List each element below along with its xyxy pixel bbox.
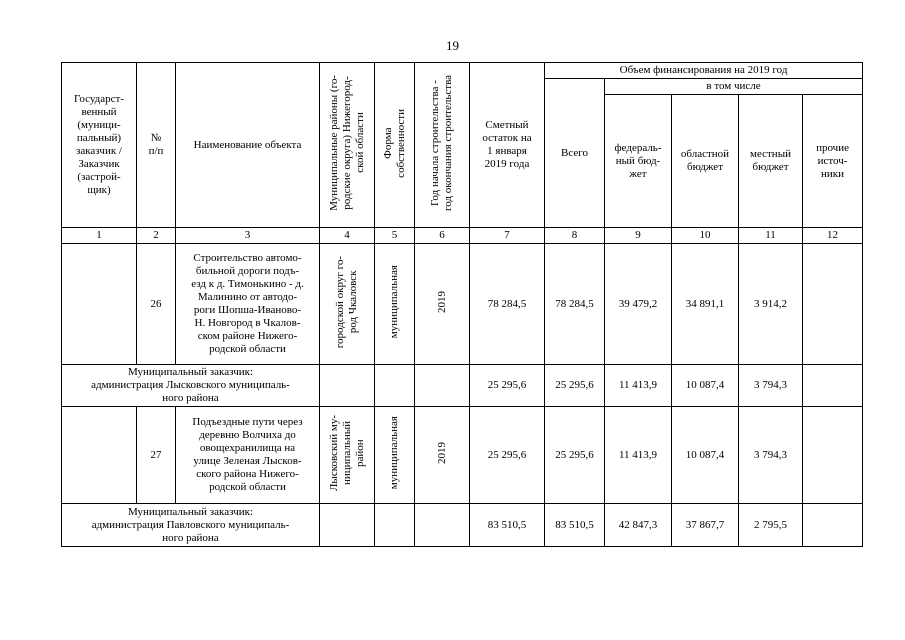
total-value: 25 295,6 bbox=[545, 365, 605, 407]
object-name: Строительство автомо- бильной дороги подъ- езд к д. Тимонькино - д. Малинино от автодо- роги Шопша-Иваново- Н. Новгород в Чкалов- ском районе Нижего- родской области bbox=[176, 244, 320, 365]
col-number: 12 bbox=[803, 228, 863, 244]
customer-cell bbox=[62, 244, 137, 365]
col-number: 9 bbox=[605, 228, 672, 244]
page-number: 19 bbox=[446, 38, 459, 53]
table-row bbox=[62, 365, 863, 407]
ownership: муниципальная bbox=[388, 265, 400, 339]
col-number: 11 bbox=[739, 228, 803, 244]
estimate-value: 83 510,5 bbox=[470, 504, 545, 547]
col-number: 5 bbox=[375, 228, 415, 244]
table-row bbox=[62, 244, 863, 365]
district: городской округ го- род Чкаловск bbox=[334, 255, 359, 349]
ownership: муниципальная bbox=[388, 416, 400, 490]
total-value: 25 295,6 bbox=[545, 407, 605, 504]
other-value bbox=[803, 244, 863, 365]
header-num: № п/п bbox=[137, 63, 176, 228]
header-including: в том числе bbox=[605, 79, 863, 95]
district: Лысковский му- ниципальный район bbox=[327, 414, 366, 492]
col-number: 2 bbox=[137, 228, 176, 244]
row-num: 27 bbox=[137, 407, 176, 504]
header-object-name: Наименование объекта bbox=[176, 63, 320, 228]
estimate-value: 78 284,5 bbox=[470, 244, 545, 365]
years: 2019 bbox=[435, 442, 448, 464]
years: 2019 bbox=[435, 291, 448, 313]
object-name: Подъездные пути через деревню Волчиха до овощехранилища на улице Зеленая Лысков- ского района Нижего- родской области bbox=[176, 407, 320, 504]
estimate-value: 25 295,6 bbox=[470, 407, 545, 504]
header-ownership: Форма собственности bbox=[381, 108, 407, 178]
col-number: 1 bbox=[62, 228, 137, 244]
header-funding-volume: Объем финансирования на 2019 год bbox=[545, 63, 863, 79]
regional-value: 37 867,7 bbox=[672, 504, 739, 547]
other-value bbox=[803, 407, 863, 504]
header-federal: федераль- ный бюд- жет bbox=[605, 95, 672, 228]
header-regional: областной бюджет bbox=[672, 95, 739, 228]
federal-value: 11 413,9 bbox=[605, 365, 672, 407]
table-row bbox=[62, 504, 863, 547]
federal-value: 42 847,3 bbox=[605, 504, 672, 547]
federal-value: 39 479,2 bbox=[605, 244, 672, 365]
other-value bbox=[803, 504, 863, 547]
col-number: 3 bbox=[176, 228, 320, 244]
estimate-value: 25 295,6 bbox=[470, 365, 545, 407]
local-value: 2 795,5 bbox=[739, 504, 803, 547]
federal-value: 11 413,9 bbox=[605, 407, 672, 504]
customer-label: Муниципальный заказчик: администрация Павловского муниципаль- ного района bbox=[62, 504, 320, 547]
header-total: Всего bbox=[545, 79, 605, 228]
regional-value: 10 087,4 bbox=[672, 407, 739, 504]
regional-value: 34 891,1 bbox=[672, 244, 739, 365]
col-number: 6 bbox=[415, 228, 470, 244]
header-customer: Государст- венный (муници- пальный) заказчик / Заказчик (застрой- щик) bbox=[62, 63, 137, 228]
local-value: 3 914,2 bbox=[739, 244, 803, 365]
customer-cell bbox=[62, 407, 137, 504]
header-districts: Муниципальные районы (го- родские округа) Нижегород- ской области bbox=[327, 75, 366, 211]
header-local: местный бюджет bbox=[739, 95, 803, 228]
other-value bbox=[803, 365, 863, 407]
customer-label: Муниципальный заказчик: администрация Лысковского муниципаль- ного района bbox=[62, 365, 320, 407]
col-number: 8 bbox=[545, 228, 605, 244]
local-value: 3 794,3 bbox=[739, 407, 803, 504]
col-number: 4 bbox=[320, 228, 375, 244]
header-years: Год начала строительства - год окончания строительства bbox=[429, 75, 454, 211]
financing-table bbox=[61, 62, 863, 547]
table-row bbox=[62, 407, 863, 504]
local-value: 3 794,3 bbox=[739, 365, 803, 407]
col-number: 7 bbox=[470, 228, 545, 244]
col-number: 10 bbox=[672, 228, 739, 244]
regional-value: 10 087,4 bbox=[672, 365, 739, 407]
row-num: 26 bbox=[137, 244, 176, 365]
total-value: 83 510,5 bbox=[545, 504, 605, 547]
header-estimate-balance: Сметный остаток на 1 января 2019 года bbox=[470, 63, 545, 228]
header-other: прочие источ- ники bbox=[803, 95, 863, 228]
total-value: 78 284,5 bbox=[545, 244, 605, 365]
